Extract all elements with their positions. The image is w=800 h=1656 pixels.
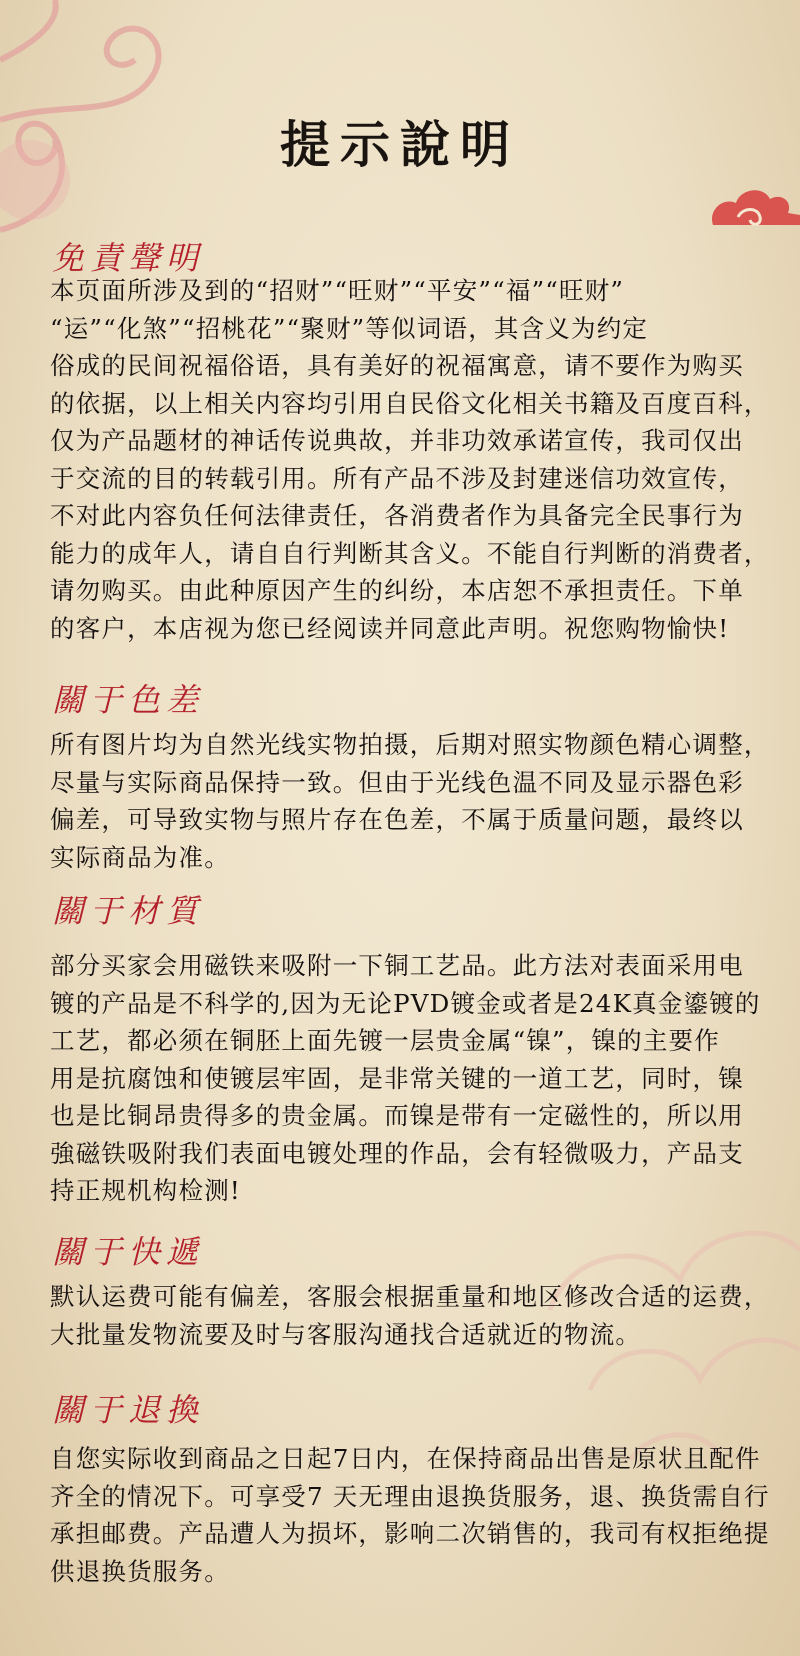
text-line: 用是抗腐蚀和使镀层牢固，是非常关键的一道工艺，同时，镍 bbox=[50, 1063, 744, 1093]
text-line: 所有图片均为自然光线实物拍摄，后期对照实物颜色精心调整， bbox=[50, 730, 770, 759]
section-heading-material: 關于材質 bbox=[52, 892, 205, 930]
text-line: 齐全的情况下。可享受7 天无理由退换货服务，退、换货需自行 bbox=[50, 1481, 770, 1511]
section-heading-returns: 關于退換 bbox=[52, 1391, 205, 1429]
text-line: 供退换货服务。 bbox=[50, 1556, 230, 1586]
section-heading-disclaimer: 免責聲明 bbox=[52, 239, 205, 277]
red-cloud-icon bbox=[708, 185, 800, 235]
text-line: 持正规机构检测! bbox=[50, 1176, 241, 1205]
text-line: “运”“化煞”“招桃花”“聚财”等似词语，其含义为约定 bbox=[50, 313, 649, 343]
text-line: 大批量发物流要及时与客服沟通找合适就近的物流。 bbox=[50, 1319, 642, 1349]
text-line: 请勿购买。由此种原因产生的纠纷，本店恕不承担责任。下单 bbox=[50, 576, 744, 605]
text-line: 的依据，以上相关内容均引用自民俗文化相关书籍及百度百科， bbox=[50, 388, 770, 418]
section-heading-color-difference: 關于色差 bbox=[52, 681, 205, 719]
page-title: 提示說明 bbox=[280, 115, 520, 174]
returns-text bbox=[50, 1440, 780, 1590]
text-line: 默认运费可能有偏差，客服会根据重量和地区修改合适的运费， bbox=[50, 1282, 770, 1311]
text-line: 也是比铜昂贵得多的贵金属。而镍是带有一定磁性的，所以用 bbox=[50, 1101, 744, 1130]
text-line: 本页面所涉及到的“招财”“旺财”“平安”“福”“旺财” bbox=[50, 276, 625, 305]
text-line: 承担邮费。产品遭人为损坏，影响二次销售的，我司有权拒绝提 bbox=[50, 1519, 770, 1548]
text-line: 镀的产品是不科学的,因为无论PVD镀金或者是24K真金鎏镀的 bbox=[50, 988, 761, 1018]
text-line: 实际商品为准。 bbox=[50, 842, 230, 872]
text-line: 的客户，本店视为您已经阅读并同意此声明。祝您购物愉快! bbox=[50, 613, 730, 643]
text-line: 于交流的目的转载引用。所有产品不涉及封建迷信功效宣传， bbox=[50, 463, 744, 493]
text-line: 自您实际收到商品之日起7日内，在保持商品出售是原状且配件 bbox=[50, 1444, 761, 1473]
color-difference-text bbox=[50, 726, 780, 876]
text-line: 能力的成年人，请自自行判断其含义。不能自行判断的消费者， bbox=[50, 538, 770, 568]
section-heading-shipping: 關于快遞 bbox=[52, 1233, 205, 1271]
text-line: 強磁铁吸附我们表面电镀处理的作品，会有轻微吸力，产品支 bbox=[50, 1138, 744, 1168]
shipping-text bbox=[50, 1278, 780, 1353]
text-line: 俗成的民间祝福俗语，具有美好的祝福寓意，请不要作为购买 bbox=[50, 351, 744, 380]
text-line: 尽量与实际商品保持一致。但由于光线色温不同及显示器色彩 bbox=[50, 767, 744, 797]
text-line: 部分买家会用磁铁来吸附一下铜工艺品。此方法对表面采用电 bbox=[50, 951, 744, 980]
disclaimer-text bbox=[50, 272, 780, 647]
text-line: 仅为产品题材的神话传说典故，并非功效承诺宣传，我司仅出 bbox=[50, 426, 744, 455]
text-line: 工艺，都必须在铜胚上面先镀一层贵金属“镍”，镍的主要作 bbox=[50, 1026, 720, 1055]
material-text bbox=[50, 947, 780, 1210]
text-line: 不对此内容负任何法律责任，各消费者作为具备完全民事行为 bbox=[50, 501, 744, 530]
text-line: 偏差，可导致实物与照片存在色差，不属于质量问题，最终以 bbox=[50, 805, 744, 834]
